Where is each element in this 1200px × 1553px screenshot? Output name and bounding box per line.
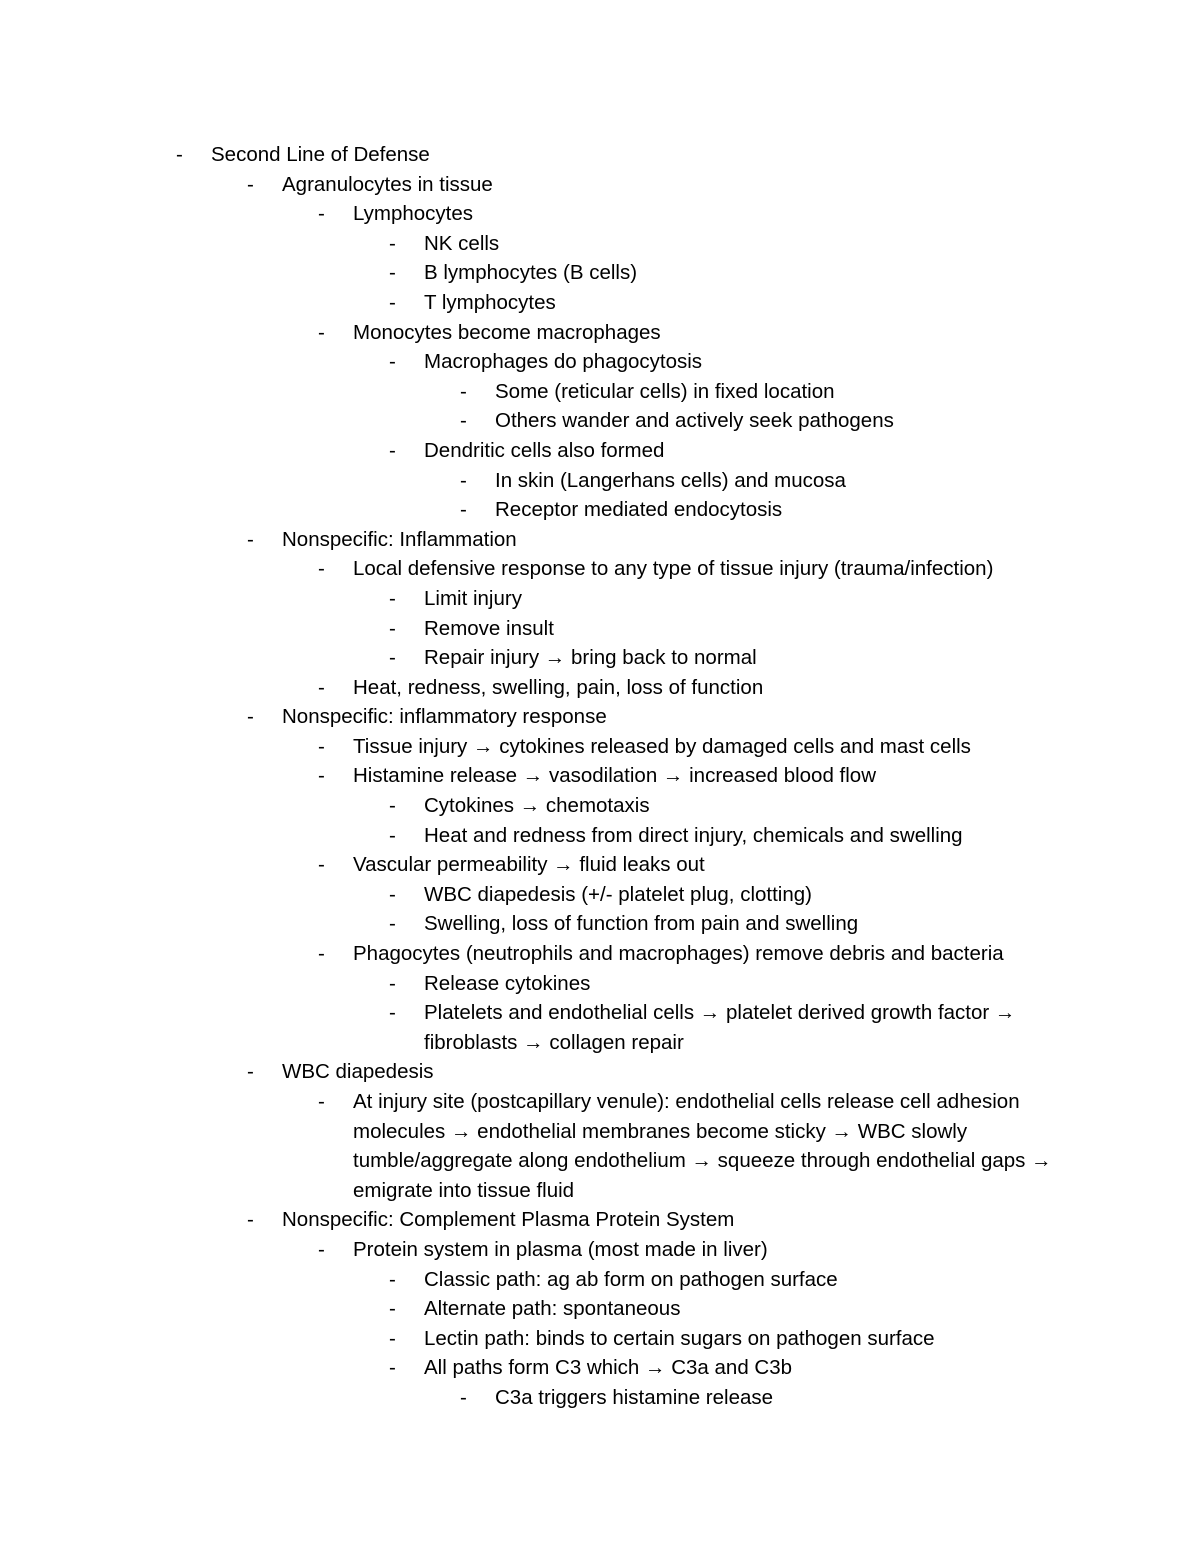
- outline-item-text: NK cells: [424, 231, 500, 255]
- dash-bullet-icon: -: [389, 616, 396, 640]
- outline-item-level-1: [0, 525, 1060, 555]
- outline-item-text: In skin (Langerhans cells) and mucosa: [495, 468, 846, 492]
- outline-item-level-3: [0, 436, 1060, 466]
- outline-item-text: Alternate path: spontaneous: [424, 1297, 681, 1321]
- dash-bullet-icon: -: [318, 1237, 325, 1261]
- outline-item-text: Limit injury: [424, 586, 522, 610]
- outline-item-text: C3a triggers histamine release: [495, 1385, 774, 1409]
- outline-item-text: Remove insult: [424, 616, 554, 640]
- outline-item-level-3: [0, 614, 1060, 644]
- dash-bullet-icon: -: [389, 586, 396, 610]
- dash-bullet-icon: -: [318, 942, 325, 966]
- outline-item-level-2: [0, 554, 1060, 584]
- dash-bullet-icon: -: [389, 823, 396, 847]
- outline-item-level-1: [0, 170, 1060, 200]
- dash-bullet-icon: -: [389, 290, 396, 314]
- dash-bullet-icon: -: [247, 705, 254, 729]
- outline-item-text: Cytokines → chemotaxis: [424, 794, 650, 818]
- dash-bullet-icon: -: [389, 882, 396, 906]
- dash-bullet-icon: -: [389, 912, 396, 936]
- outline-item-text: Classic path: ag ab form on pathogen surface: [424, 1267, 838, 1291]
- outline-item-text: Lectin path: binds to certain sugars on pathogen surface: [424, 1326, 935, 1350]
- dash-bullet-icon: -: [318, 734, 325, 758]
- dash-bullet-icon: -: [318, 320, 325, 344]
- outline-item-text: B lymphocytes (B cells): [424, 261, 638, 285]
- dash-bullet-icon: -: [176, 143, 183, 166]
- dash-bullet-icon: -: [460, 1385, 467, 1409]
- outline-item-level-3: [0, 584, 1060, 614]
- dash-bullet-icon: -: [389, 1001, 396, 1025]
- outline-item-level-1: [0, 1057, 1060, 1087]
- dash-bullet-icon: -: [460, 498, 467, 522]
- dash-bullet-icon: -: [460, 379, 467, 403]
- outline-item-text: Nonspecific: inflammatory response: [282, 705, 607, 729]
- outline-item-level-0: [0, 140, 1060, 170]
- outline-item-level-3: [0, 998, 1060, 1057]
- outline-item-level-3: [0, 880, 1060, 910]
- outline-item-text: All paths form C3 which → C3a and C3b: [424, 1356, 793, 1380]
- outline-item-level-3: [0, 1294, 1060, 1324]
- outline-item-level-2: [0, 199, 1060, 229]
- outline-item-level-3: [0, 909, 1060, 939]
- outline-item-text: Histamine release → vasodilation → increased blood flow: [353, 764, 877, 788]
- outline-item-level-3: [0, 821, 1060, 851]
- outline-item-text: Nonspecific: Complement Plasma Protein System: [282, 1208, 735, 1232]
- dash-bullet-icon: -: [389, 971, 396, 995]
- dash-bullet-icon: -: [460, 409, 467, 433]
- outline-item-level-2: [0, 673, 1060, 703]
- outline-item-text: Receptor mediated endocytosis: [495, 498, 783, 522]
- outline-item-text: T lymphocytes: [424, 290, 556, 314]
- outline-item-text: Dendritic cells also formed: [424, 438, 665, 462]
- outline-item-level-1: [0, 1205, 1060, 1235]
- dash-bullet-icon: -: [318, 764, 325, 788]
- dash-bullet-icon: -: [389, 261, 396, 285]
- outline-item-text: Local defensive response to any type of tissue injury (trauma/infection): [353, 557, 994, 581]
- outline-item-text: Heat, redness, swelling, pain, loss of function: [353, 675, 764, 699]
- outline-item-level-4: [0, 466, 1060, 496]
- outline-item-level-3: [0, 347, 1060, 377]
- outline-item-level-3: [0, 258, 1060, 288]
- outline-item-level-1: [0, 702, 1060, 732]
- outline-item-level-3: [0, 969, 1060, 999]
- outline-item-text: Second Line of Defense: [211, 143, 430, 166]
- dash-bullet-icon: -: [247, 172, 254, 196]
- bulleted-outline: [0, 140, 1200, 1413]
- outline-item-level-2: [0, 732, 1060, 762]
- dash-bullet-icon: -: [389, 350, 396, 374]
- outline-item-text: Protein system in plasma (most made in liver): [353, 1237, 768, 1261]
- outline-item-level-3: [0, 288, 1060, 318]
- dash-bullet-icon: -: [389, 438, 396, 462]
- outline-item-level-4: [0, 495, 1060, 525]
- outline-item-level-2: [0, 850, 1060, 880]
- outline-item-text: Platelets and endothelial cells → platelet derived growth factor → fibroblasts → collagen repair: [424, 1001, 1016, 1054]
- outline-item-level-3: [0, 1353, 1060, 1383]
- dash-bullet-icon: -: [389, 646, 396, 670]
- outline-item-level-4: [0, 406, 1060, 436]
- outline-item-text: Lymphocytes: [353, 202, 474, 226]
- outline-item-level-3: [0, 791, 1060, 821]
- outline-item-text: Heat and redness from direct injury, chemicals and swelling: [424, 823, 963, 847]
- outline-item-text: Phagocytes (neutrophils and macrophages) remove debris and bacteria: [353, 942, 1004, 966]
- outline-item-text: Swelling, loss of function from pain and swelling: [424, 912, 859, 936]
- outline-item-level-2: [0, 318, 1060, 348]
- outline-item-text: WBC diapedesis: [282, 1060, 434, 1084]
- dash-bullet-icon: -: [389, 1326, 396, 1350]
- dash-bullet-icon: -: [247, 527, 254, 551]
- outline-item-level-3: [0, 643, 1060, 673]
- dash-bullet-icon: -: [389, 794, 396, 818]
- outline-item-level-4: [0, 377, 1060, 407]
- dash-bullet-icon: -: [389, 1267, 396, 1291]
- outline-item-text: Macrophages do phagocytosis: [424, 350, 703, 374]
- dash-bullet-icon: -: [389, 231, 396, 255]
- dash-bullet-icon: -: [318, 675, 325, 699]
- outline-item-level-2: [0, 939, 1060, 969]
- outline-item-level-4: [0, 1383, 1060, 1413]
- outline-item-text: WBC diapedesis (+/- platelet plug, clotting): [424, 882, 812, 906]
- outline-item-text: Release cytokines: [424, 971, 591, 995]
- outline-item-text: Agranulocytes in tissue: [282, 172, 493, 196]
- dash-bullet-icon: -: [247, 1208, 254, 1232]
- outline-item-text: At injury site (postcapillary venule): endothelial cells release cell adhesion molecules → endothelial membranes become sticky → WBC slowly tumble/aggregate along endothelium → squeeze through endothelial gaps → emigrate into tissue fluid: [353, 1090, 1052, 1202]
- dash-bullet-icon: -: [318, 1090, 325, 1113]
- outline-item-level-2: [0, 761, 1060, 791]
- outline-item-text: Some (reticular cells) in fixed location: [495, 379, 835, 403]
- outline-item-level-3: [0, 1265, 1060, 1295]
- outline-item-text: Tissue injury → cytokines released by damaged cells and mast cells: [353, 734, 971, 758]
- outline-item-text: Others wander and actively seek pathogens: [495, 409, 894, 433]
- outline-item-level-2: [0, 1087, 1060, 1205]
- outline-item-level-3: [0, 1324, 1060, 1354]
- outline-item-text: Repair injury → bring back to normal: [424, 646, 757, 670]
- dash-bullet-icon: -: [460, 468, 467, 492]
- outline-item-text: Monocytes become macrophages: [353, 320, 661, 344]
- outline-item-text: Vascular permeability → fluid leaks out: [353, 853, 705, 877]
- dash-bullet-icon: -: [318, 557, 325, 581]
- dash-bullet-icon: -: [389, 1297, 396, 1321]
- dash-bullet-icon: -: [389, 1356, 396, 1380]
- dash-bullet-icon: -: [318, 853, 325, 877]
- outline-item-level-3: [0, 229, 1060, 259]
- dash-bullet-icon: -: [247, 1060, 254, 1084]
- outline-item-text: Nonspecific: Inflammation: [282, 527, 517, 551]
- outline-item-level-2: [0, 1235, 1060, 1265]
- dash-bullet-icon: -: [318, 202, 325, 226]
